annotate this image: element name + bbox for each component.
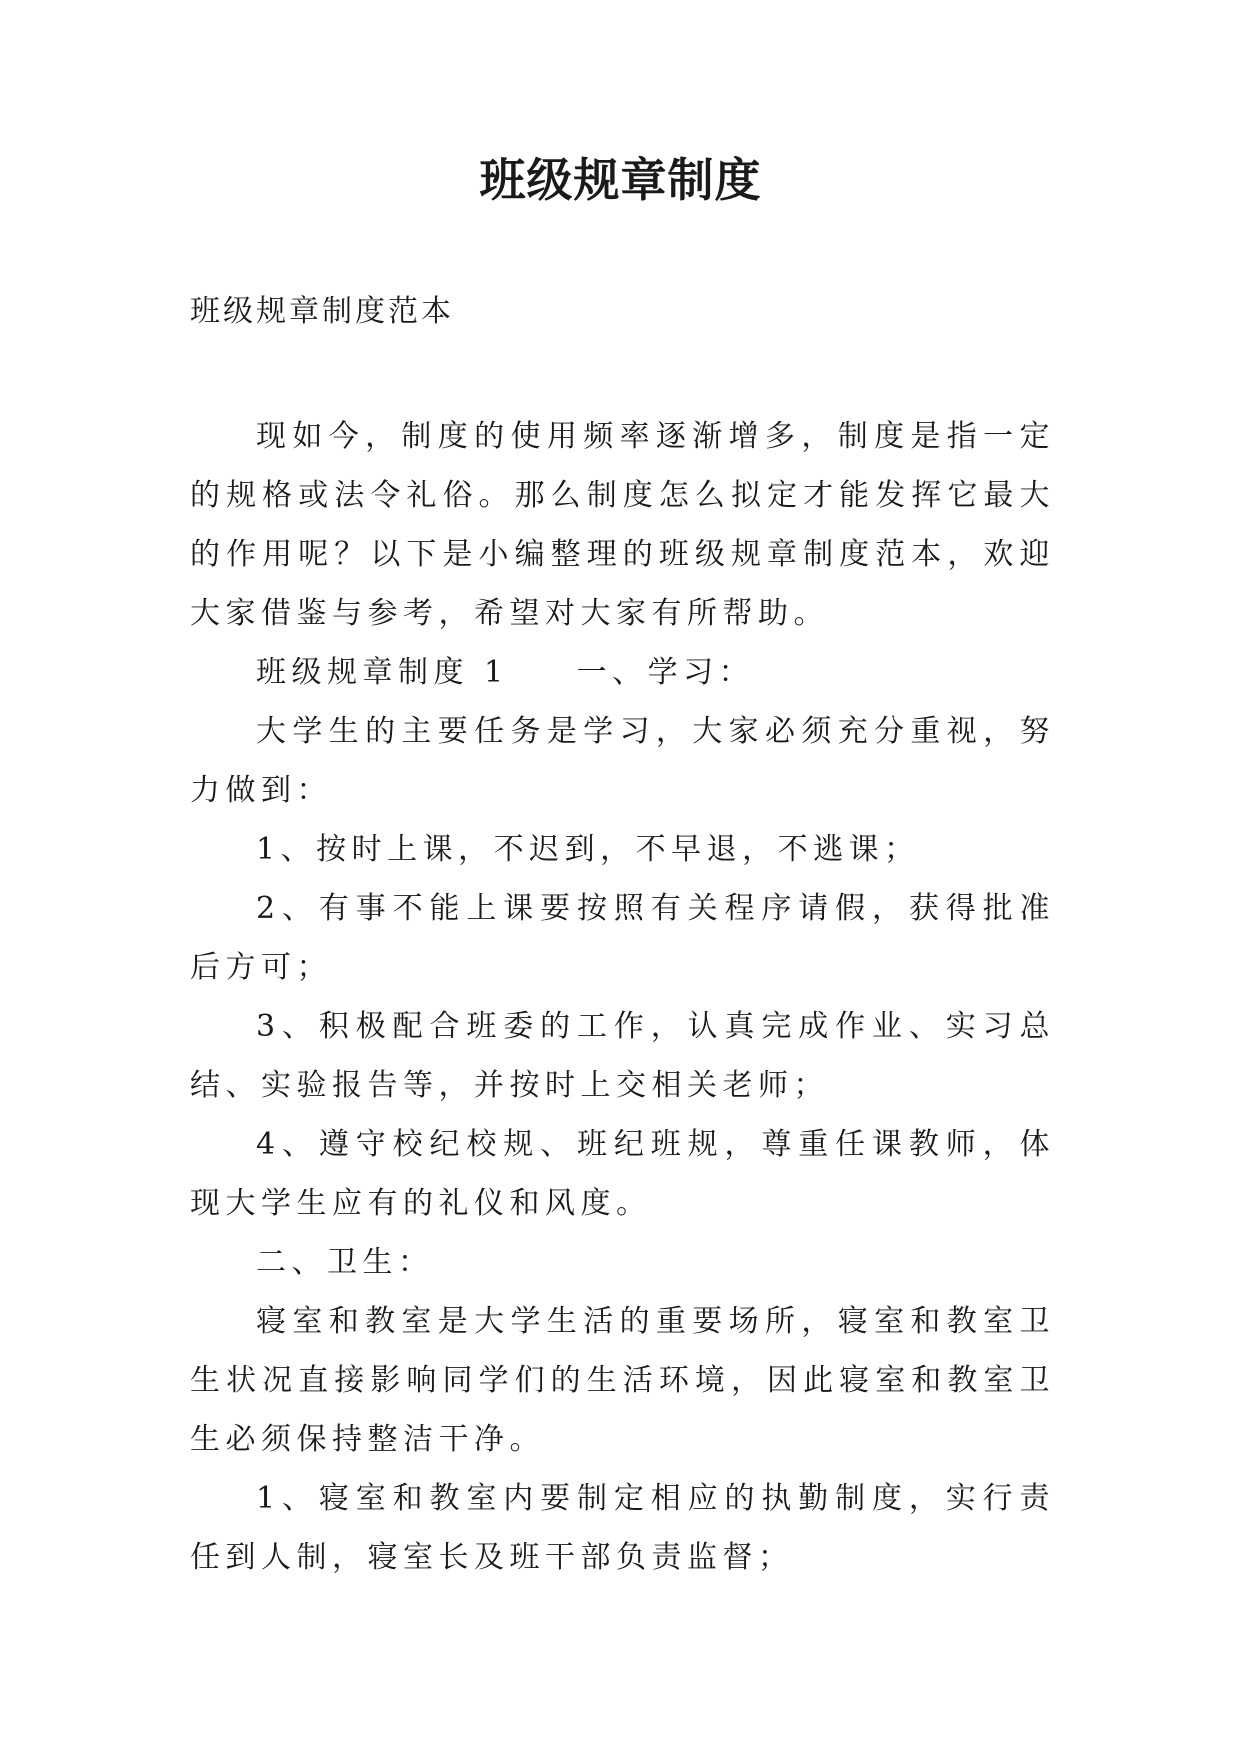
study-lead-paragraph: 大学生的主要任务是学习，大家必须充分重视，努力做到： bbox=[190, 714, 1055, 808]
study-item-3: 3、积极配合班委的工作，认真完成作业、实习总结、实验报告等，并按时上交相关老师； bbox=[190, 1009, 1055, 1103]
document-subtitle: 班级规章制度范本 bbox=[190, 294, 454, 329]
hygiene-item-1: 1、寝室和教室内要制定相应的执勤制度，实行责任到人制，寝室长及班干部负责监督； bbox=[190, 1481, 1055, 1575]
document-body bbox=[190, 407, 1055, 1587]
document-title: 班级规章制度 bbox=[479, 153, 762, 207]
study-item-2: 2、有事不能上课要按照有关程序请假，获得批准后方可； bbox=[190, 891, 1055, 985]
hygiene-lead-paragraph: 寝室和教室是大学生活的重要场所，寝室和教室卫生状况直接影响同学们的生活环境，因此寝室和教室卫生必须保持整洁干净。 bbox=[190, 1304, 1055, 1457]
study-item-1: 1、按时上课，不迟到，不早退，不逃课； bbox=[256, 832, 920, 867]
section1-heading: 班级规章制度 1 bbox=[256, 655, 509, 690]
section1-subheading: 一、学习： bbox=[576, 655, 755, 690]
section1-heading-line bbox=[190, 643, 1055, 702]
study-item-4: 4、遵守校纪校规、班纪班规，尊重任课教师，体现大学生应有的礼仪和风度。 bbox=[190, 1127, 1055, 1221]
intro-paragraph: 现如今，制度的使用频率逐渐增多，制度是指一定的规格或法令礼俗。那么制度怎么拟定才能发挥它最大的作用呢？以下是小编整理的班级规章制度范本，欢迎大家借鉴与参考，希望对大家有所帮助。 bbox=[190, 419, 1055, 631]
section2-heading: 二、卫生： bbox=[256, 1245, 434, 1280]
